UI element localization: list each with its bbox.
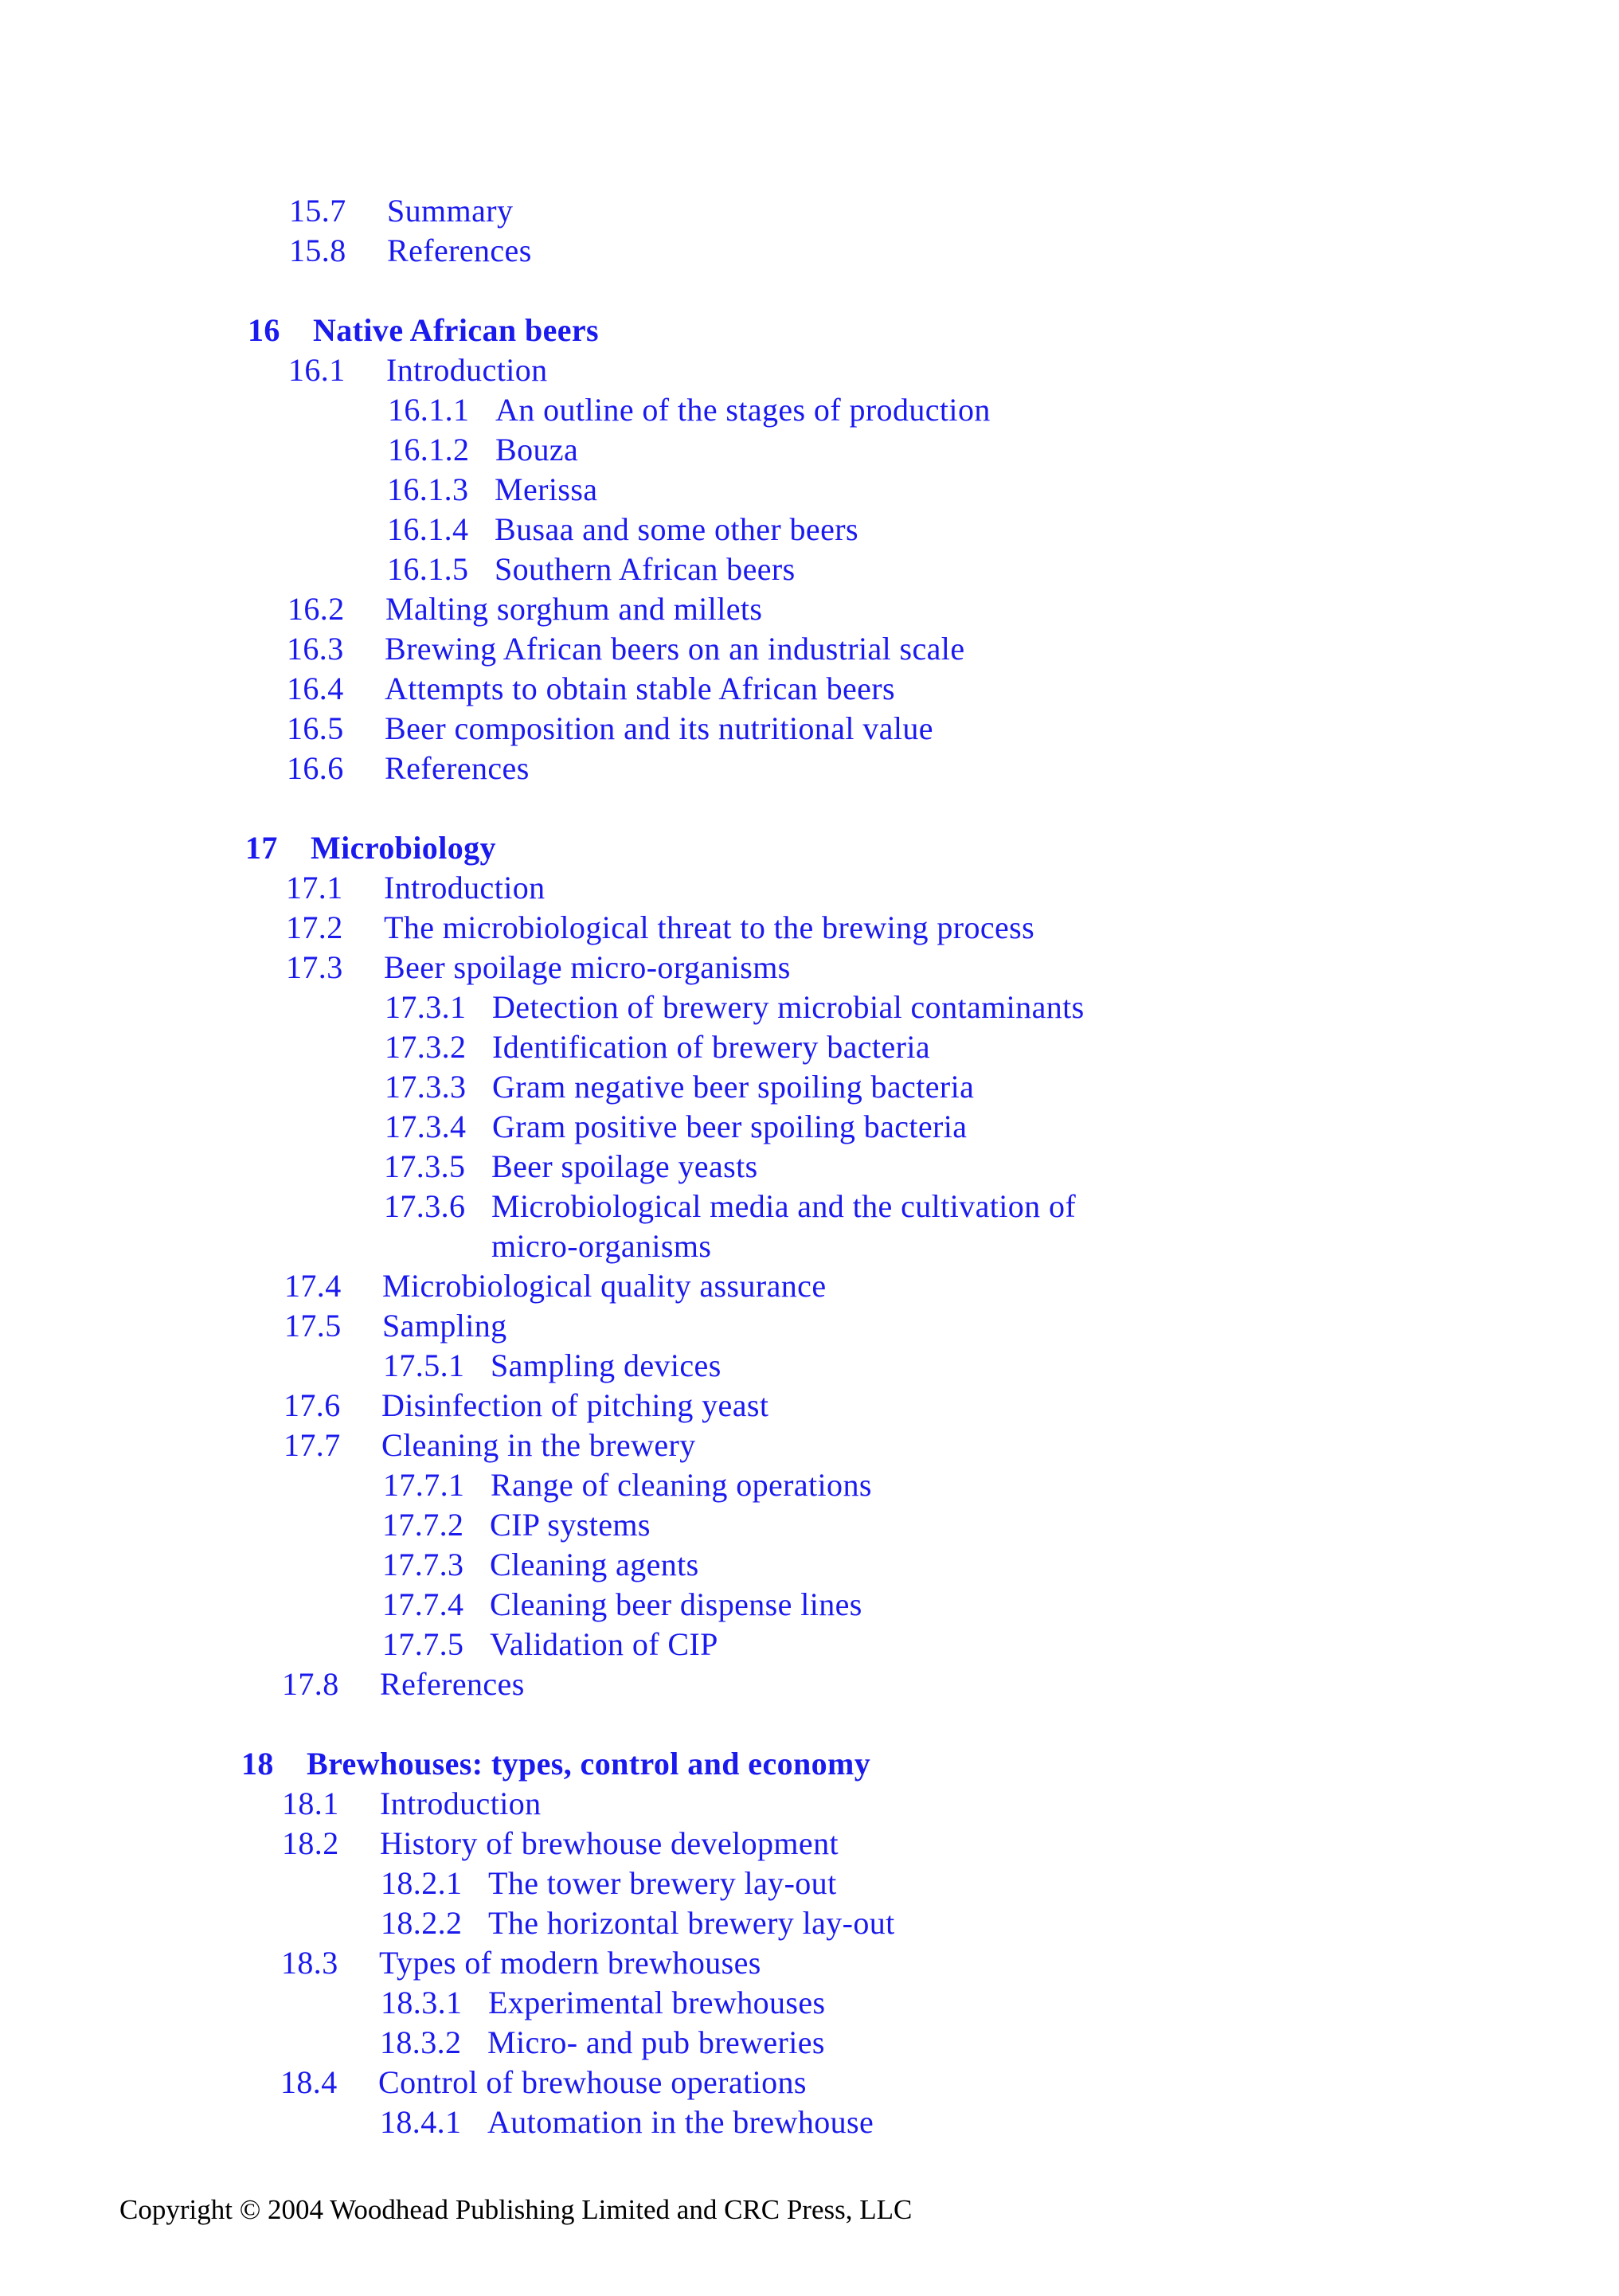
toc-entry-title: micro-organisms [491,1228,712,1264]
toc-entry-number: 17.7.2 [382,1507,464,1543]
toc-entry-title: Microbiology [311,830,496,866]
toc-chapter-entry[interactable] [245,828,1360,868]
toc-entry[interactable] [388,430,1503,470]
toc-entry[interactable] [388,390,1503,430]
toc-entry[interactable] [384,1147,1499,1187]
toc-entry-number: 18.3.1 [381,1985,463,2020]
toc-entry[interactable] [387,470,1502,510]
toc-entry-title: The horizontal brewery lay-out [488,1905,895,1941]
toc-entry-number: 17.3.1 [385,989,467,1025]
toc-entry[interactable] [287,629,1402,669]
toc-entry-number: 17.4 [284,1268,342,1304]
toc-entry-number: 16.3 [287,631,344,667]
toc-entry[interactable] [385,1107,1500,1147]
toc-entry[interactable] [383,1346,1498,1386]
toc-entry-title: Automation in the brewhouse [487,2104,874,2140]
toc-entry[interactable] [287,669,1402,709]
toc-entry-number: 17.6 [284,1387,341,1423]
toc-entry-title: Gram negative beer spoiling bacteria [492,1069,975,1105]
toc-entry-number: 17.7 [284,1427,341,1463]
toc-entry-number: 18.1 [282,1786,339,1821]
toc-entry-title: References [387,233,532,268]
toc-entry-number: 16.4 [287,671,344,706]
toc-entry-number: 15.8 [289,233,346,268]
toc-entry-number: 18.2.2 [381,1905,463,1941]
toc-entry-title: Detection of brewery microbial contaminants [492,989,1085,1025]
toc-entry-title: Attempts to obtain stable African beers [385,671,895,706]
toc-entry-title: Introduction [380,1786,542,1821]
toc-entry[interactable] [282,1824,1397,1864]
toc-entry[interactable] [387,510,1502,550]
toc-entry-number: 17.7.1 [383,1467,465,1503]
toc-entry-title: References [380,1666,525,1702]
toc-entry-number: 18.3.2 [380,2024,462,2060]
toc-entry[interactable] [282,1784,1397,1824]
toc-entry[interactable] [385,1027,1500,1067]
toc-entry-title: Types of modern brewhouses [379,1945,761,1981]
toc-entry-number: 16.1.5 [387,551,469,587]
toc-entry-title: Busaa and some other beers [495,511,858,547]
toc-entry-title: Beer spoilage yeasts [491,1148,758,1184]
toc-entry-title: An outline of the stages of production [495,392,991,428]
toc-entry-number: 17.3.6 [384,1188,466,1224]
toc-entry-number: 17 [245,830,278,866]
toc-chapter-entry[interactable] [241,1744,1356,1784]
toc-entry-title: Introduction [386,352,548,388]
toc-entry-number: 16.5 [287,710,344,746]
toc-entry[interactable] [380,2023,1495,2063]
toc-entry-title: Introduction [384,870,546,905]
toc-entry-number: 18 [241,1746,274,1782]
toc-entry-title: Beer spoilage micro-organisms [384,949,791,985]
toc-entry-number: 16.2 [287,591,345,627]
toc-entry[interactable] [387,550,1502,589]
toc-entry[interactable] [281,1943,1396,1983]
toc-entry[interactable] [287,709,1402,749]
toc-entry[interactable] [381,1903,1496,1943]
toc-entry-number: 17.3.3 [385,1069,467,1105]
toc-entry[interactable] [287,749,1402,788]
toc-entry-title: Sampling [382,1308,507,1344]
toc-entry[interactable] [289,231,1404,271]
toc-entry[interactable] [288,350,1403,390]
toc-entry-title: Merissa [495,471,598,507]
toc-entry-title: Cleaning agents [490,1547,699,1582]
toc-entry-number: 18.2 [282,1825,339,1861]
toc-entry-title: Brewing African beers on an industrial scale [385,631,965,667]
toc-entry-title: Identification of brewery bacteria [492,1029,930,1065]
toc-entry-number: 16.1 [288,352,346,388]
toc-entry-number: 16.1.2 [388,432,470,467]
toc-entry[interactable] [280,2063,1395,2102]
toc-entry-number: 18.2.1 [381,1865,463,1901]
toc-entry[interactable] [382,1545,1497,1585]
toc-entry[interactable] [284,1386,1398,1426]
toc-entry-title: Malting sorghum and millets [385,591,763,627]
toc-entry[interactable] [284,1426,1398,1465]
toc-entry-title: Validation of CIP [490,1626,718,1662]
toc-entry-title: Southern African beers [495,551,796,587]
toc-entry[interactable] [384,1187,1499,1226]
toc-entry[interactable] [381,1864,1496,1903]
toc-entry-title: Summary [387,193,514,229]
toc-entry[interactable] [289,191,1404,231]
toc-entry-title: Beer composition and its nutritional value [385,710,933,746]
toc-entry-title: The microbiological threat to the brewing process [384,909,1035,945]
toc-chapter-entry[interactable] [248,311,1363,350]
toc-entry[interactable] [385,988,1500,1027]
toc-entry-title: CIP systems [490,1507,651,1543]
toc-entry-number: 17.2 [286,909,343,945]
toc-entry[interactable] [284,1306,1399,1346]
toc-entry-number: 18.4 [280,2064,338,2100]
toc-entry-number: 17.8 [282,1666,339,1702]
toc-entry-title: Microbiological quality assurance [382,1268,827,1304]
toc-entry-number: 15.7 [289,193,346,229]
toc-entry-title: Micro- and pub breweries [487,2024,825,2060]
toc-entry-number: 17.1 [286,870,343,905]
toc-entry-number: 18.3 [281,1945,338,1981]
toc-entry-number: 16 [248,312,280,348]
toc-entry[interactable] [380,2102,1495,2142]
toc-entry[interactable] [381,1983,1496,2023]
copyright-notice: Copyright © 2004 Woodhead Publishing Limited and CRC Press, LLC [119,2194,913,2225]
toc-entry-number: 17.3.4 [385,1109,467,1144]
toc-entry[interactable] [383,1465,1498,1505]
toc-entry[interactable] [382,1585,1497,1625]
toc-entry-title: The tower brewery lay-out [488,1865,837,1901]
toc-entry-number: 16.1.1 [388,392,470,428]
toc-entry-number: 17.7.4 [382,1586,464,1622]
toc-entry-number: 16.1.4 [387,511,469,547]
toc-entry[interactable] [382,1505,1497,1545]
toc-entry[interactable] [286,868,1401,908]
toc-entry-title: Disinfection of pitching yeast [381,1387,769,1423]
toc-entry-number: 17.3 [286,949,343,985]
toc-entry-title: Microbiological media and the cultivation of [491,1188,1077,1224]
toc-entry-number: 17.7.3 [382,1547,464,1582]
toc-entry-number: 17.3.2 [385,1029,467,1065]
toc-entry-number: 17.7.5 [382,1626,464,1662]
toc-entry[interactable] [384,1226,1499,1266]
toc-entry-title: Brewhouses: types, control and economy [307,1746,871,1782]
toc-entry-title: Native African beers [313,312,600,348]
toc-entry[interactable] [286,908,1401,948]
toc-entry[interactable] [382,1625,1497,1664]
toc-entry[interactable] [287,589,1402,629]
toc-entry-number: 16.1.3 [387,471,469,507]
toc-entry[interactable] [282,1664,1397,1704]
toc-entry[interactable] [286,948,1401,988]
toc-entry-title: Sampling devices [491,1347,722,1383]
toc-entry-title: Cleaning in the brewery [381,1427,696,1463]
toc-entry-title: Range of cleaning operations [491,1467,872,1503]
toc-entry-number: 18.4.1 [380,2104,462,2140]
toc-entry-number: 17.5 [284,1308,342,1344]
toc-entry[interactable] [284,1266,1399,1306]
toc-entry-title: Bouza [495,432,579,467]
toc-entry-title: Cleaning beer dispense lines [490,1586,862,1622]
toc-entry-title: References [385,750,530,786]
toc-entry[interactable] [385,1067,1500,1107]
toc-entry-number: 16.6 [287,750,344,786]
toc-entry-title: Control of brewhouse operations [378,2064,807,2100]
toc-entry-title: History of brewhouse development [380,1825,839,1861]
toc-entry-number: 17.3.5 [384,1148,466,1184]
toc-entry-title: Gram positive beer spoiling bacteria [492,1109,968,1144]
toc-entry-number: 17.5.1 [383,1347,465,1383]
toc-entry-title: Experimental brewhouses [488,1985,826,2020]
